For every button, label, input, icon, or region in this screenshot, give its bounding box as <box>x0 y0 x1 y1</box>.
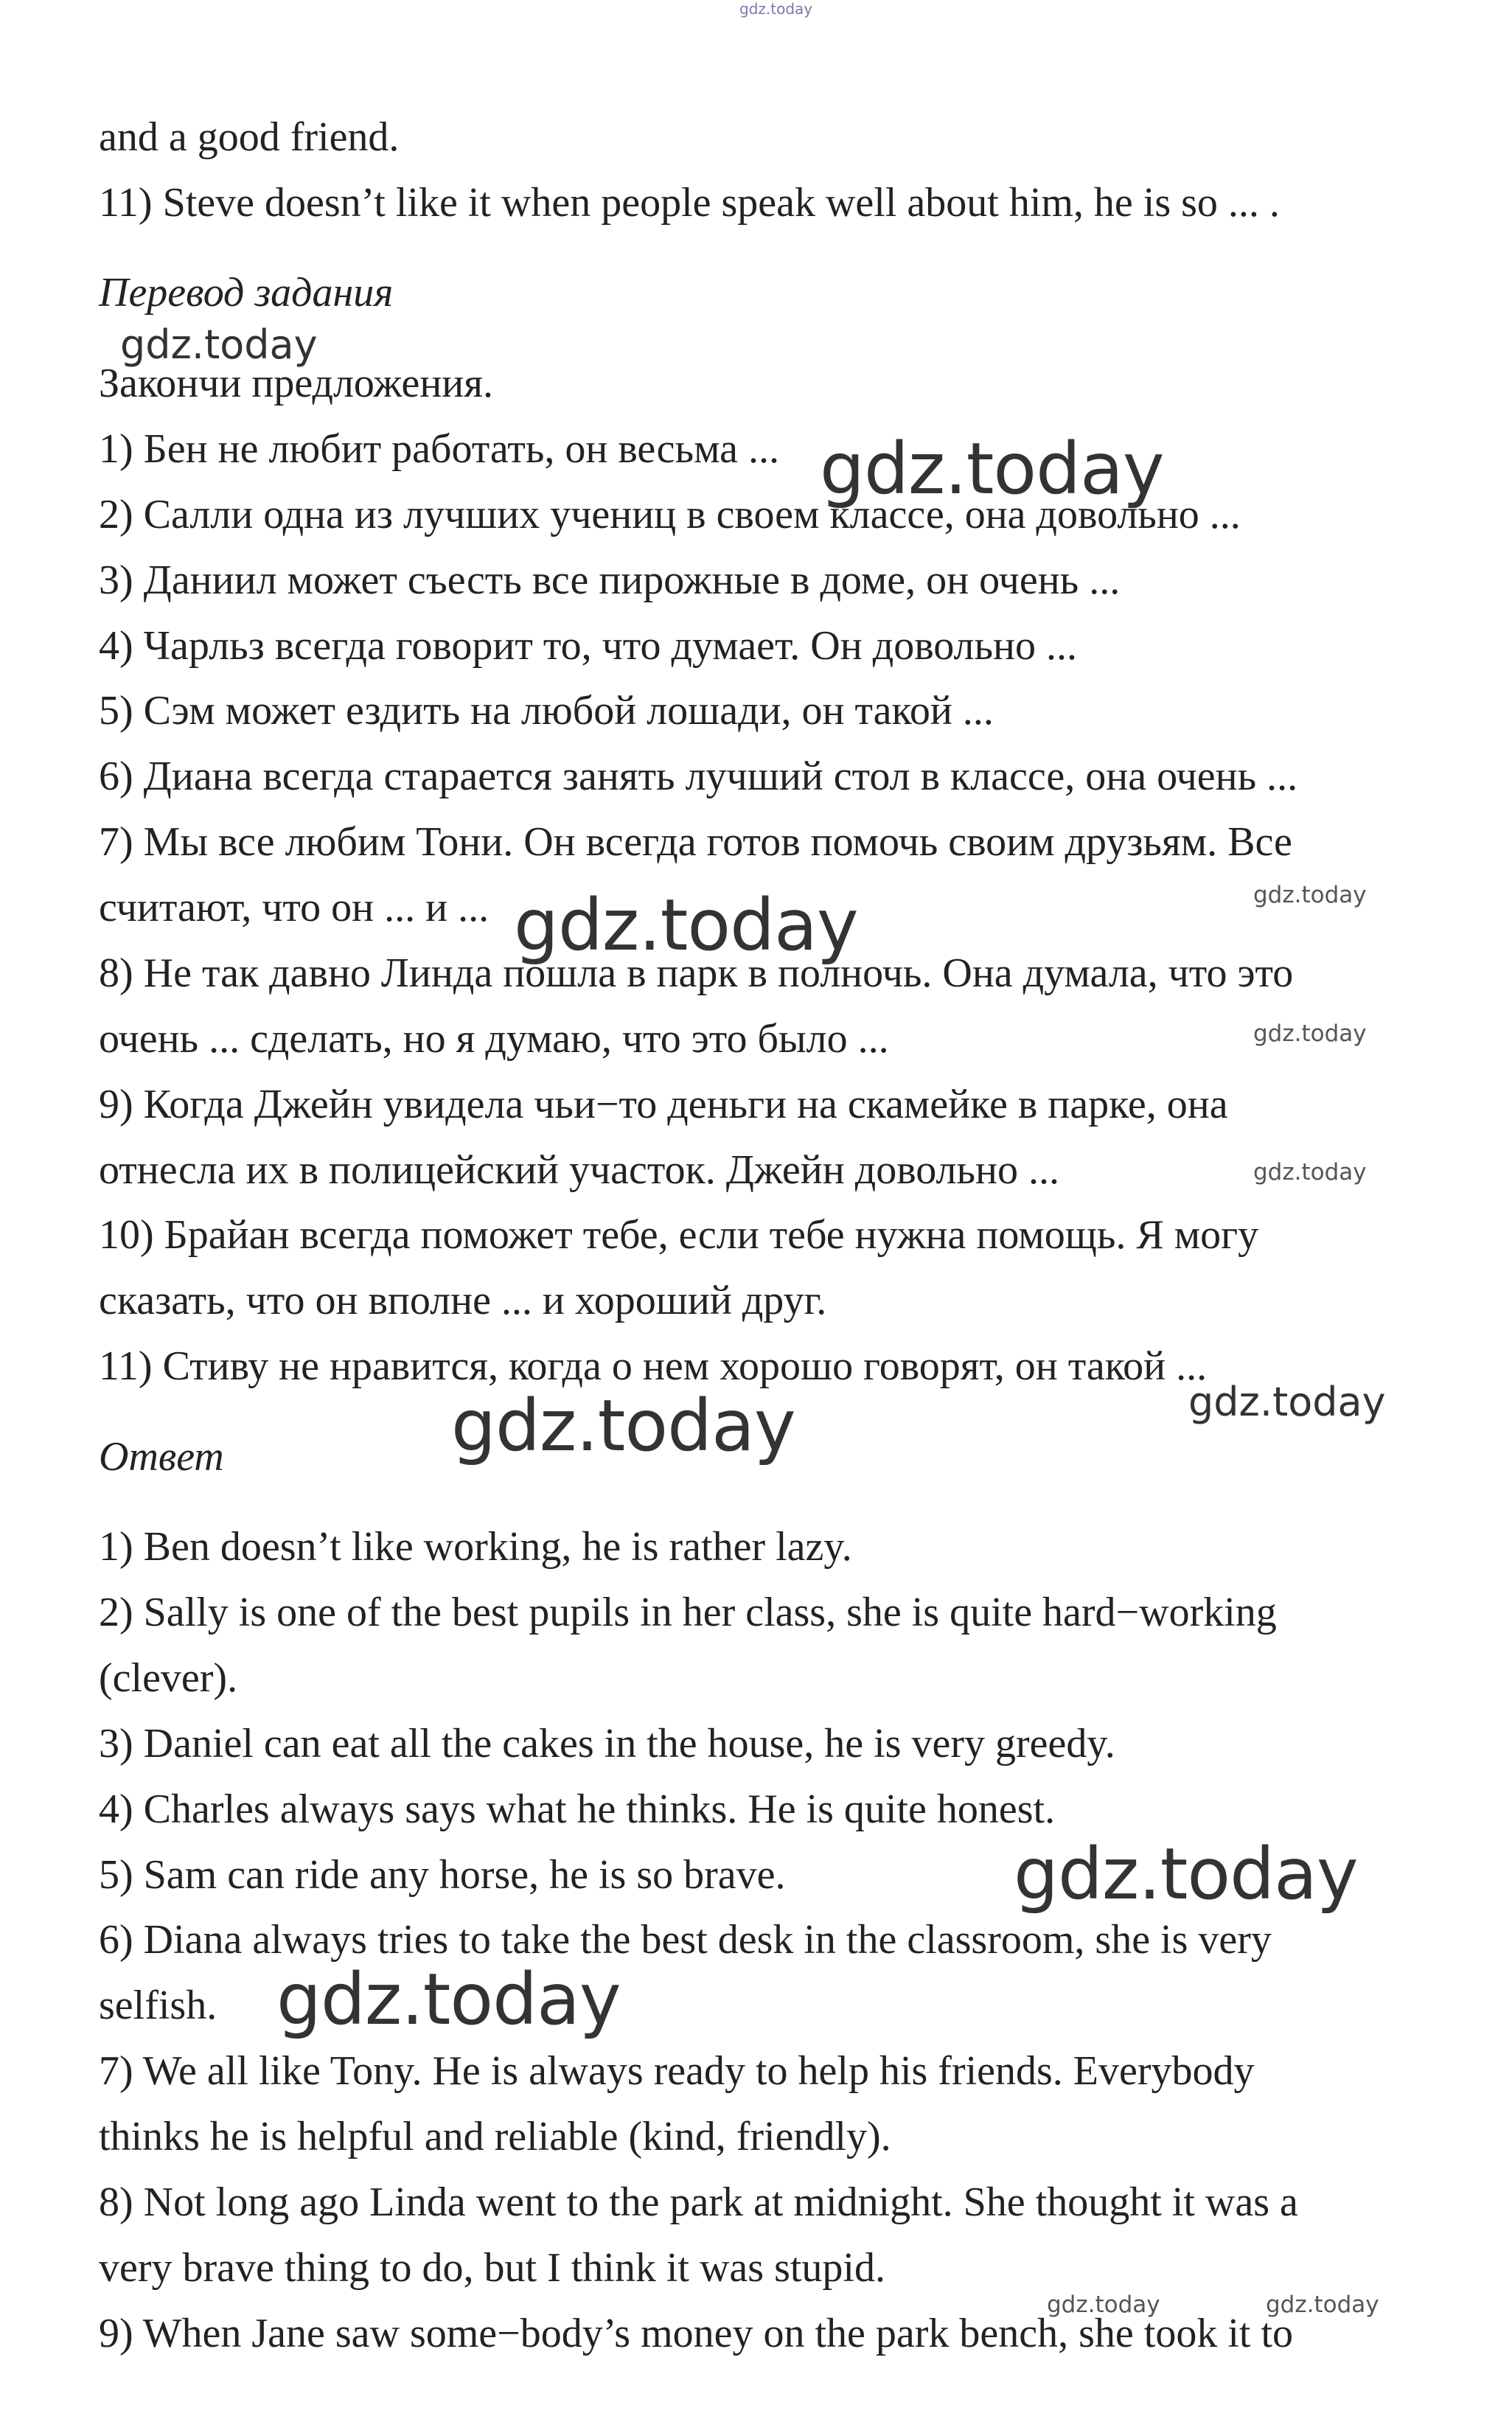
translation-line: отнесла их в полицейский участок. Джейн довольно ... <box>99 1147 1059 1193</box>
watermark: gdz.today <box>276 1958 621 2041</box>
watermark: gdz.today <box>1266 2291 1379 2318</box>
watermark: gdz.today <box>1253 1020 1367 1047</box>
translation-line: 10) Брайан всегда поможет тебе, если тебе нужна помощь. Я могу <box>99 1212 1259 1258</box>
translation-line: 5) Сэм может ездить на любой лошади, он такой ... <box>99 688 994 734</box>
intro-line-1: and a good friend. <box>99 114 400 160</box>
translation-line: сказать, что он вполне ... и хороший друг. <box>99 1278 827 1323</box>
translation-line: 9) Когда Джейн увидела чьи−то деньги на скамейке в парке, она <box>99 1082 1228 1127</box>
translation-line: очень ... сделать, но я думаю, что это было ... <box>99 1016 889 1062</box>
watermark: gdz.today <box>1253 882 1367 908</box>
watermark: gdz.today <box>1253 1159 1367 1186</box>
watermark: gdz.today <box>120 321 318 368</box>
header-watermark: gdz.today <box>739 0 813 18</box>
watermark: gdz.today <box>1014 1833 1358 1915</box>
translation-line: 7) Мы все любим Тони. Он всегда готов помочь своим друзьям. Все <box>99 819 1292 865</box>
translation-heading: Перевод задания <box>99 270 394 316</box>
translation-line: Закончи предложения. <box>99 361 494 406</box>
answer-line: selfish. <box>99 1983 217 2028</box>
answer-line: 4) Charles always says what he thinks. He is quite honest. <box>99 1786 1056 1832</box>
translation-line: 1) Бен не любит работать, он весьма ... <box>99 426 779 472</box>
translation-line: считают, что он ... и ... <box>99 885 490 930</box>
watermark: gdz.today <box>514 884 858 967</box>
answer-heading: Ответ <box>99 1434 224 1480</box>
watermark: gdz.today <box>451 1385 795 1467</box>
answer-line: (clever). <box>99 1655 238 1701</box>
translation-line: 6) Диана всегда старается занять лучший стол в классе, она очень ... <box>99 753 1298 799</box>
translation-line: 4) Чарльз всегда говорит то, что думает. Он довольно ... <box>99 623 1077 669</box>
translation-line: 8) Не так давно Линда пошла в парк в полночь. Она думала, что это <box>99 950 1294 996</box>
answer-line: 8) Not long ago Linda went to the park at midnight. She thought it was a <box>99 2179 1298 2225</box>
answer-line: very brave thing to do, but I think it was stupid. <box>99 2245 885 2291</box>
watermark: gdz.today <box>820 428 1164 510</box>
answer-line: 9) When Jane saw some−body’s money on the park bench, she took it to <box>99 2311 1294 2356</box>
answer-line: thinks he is helpful and reliable (kind, friendly). <box>99 2114 891 2159</box>
translation-line: 11) Стиву не нравится, когда о нем хорошо говорят, он такой ... <box>99 1343 1208 1389</box>
translation-line: 2) Салли одна из лучших учениц в своем классе, она довольно ... <box>99 492 1241 537</box>
answer-line: 7) We all like Tony. He is always ready to help his friends. Everybody <box>99 2048 1255 2094</box>
watermark: gdz.today <box>1047 2291 1160 2318</box>
intro-line-2: 11) Steve doesn’t like it when people speak well about him, he is so ... . <box>99 180 1280 226</box>
watermark: gdz.today <box>1188 1379 1386 1425</box>
answer-line: 2) Sally is one of the best pupils in her class, she is quite hard−working <box>99 1590 1277 1635</box>
translation-line: 3) Даниил может съесть все пирожные в доме, он очень ... <box>99 557 1121 603</box>
answer-line: 1) Ben doesn’t like working, he is rather lazy. <box>99 1524 852 1570</box>
answer-line: 6) Diana always tries to take the best desk in the classroom, she is very <box>99 1917 1272 1963</box>
answer-line: 5) Sam can ride any horse, he is so brave. <box>99 1852 786 1898</box>
answer-line: 3) Daniel can eat all the cakes in the house, he is very greedy. <box>99 1721 1115 1767</box>
